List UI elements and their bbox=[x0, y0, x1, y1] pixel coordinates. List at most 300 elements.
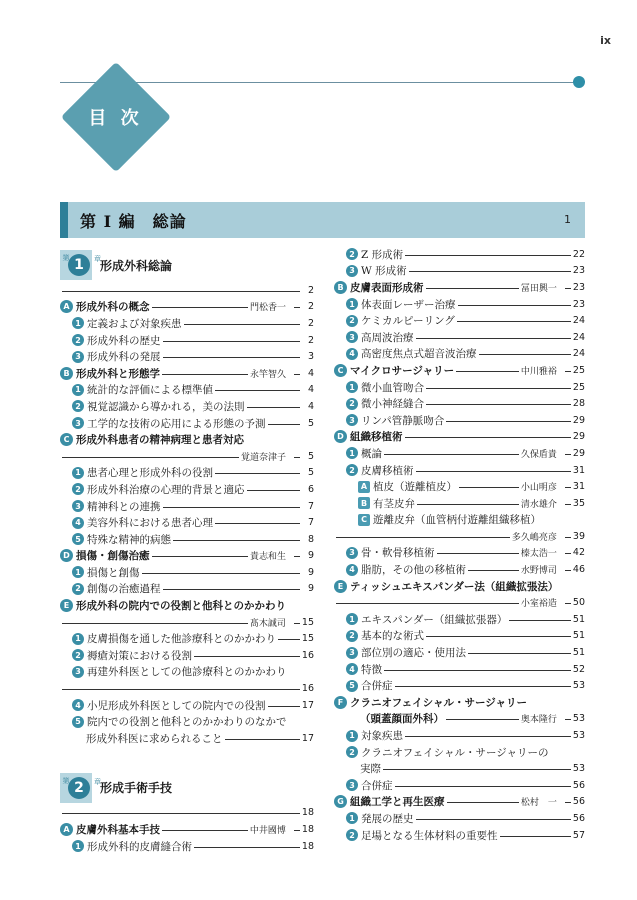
leader-line bbox=[336, 603, 519, 604]
toc-diamond bbox=[60, 61, 171, 172]
entry-title: 皮膚損傷を通した他診療科とのかかわり bbox=[87, 633, 276, 646]
toc-entry[interactable] bbox=[60, 564, 314, 581]
leader-line bbox=[565, 553, 571, 554]
number-badge-icon: 2 bbox=[72, 400, 84, 412]
entry-title: 小児形成外科医としての院内での役割 bbox=[87, 699, 266, 712]
leader-line bbox=[416, 471, 571, 472]
leader-line bbox=[456, 371, 519, 372]
toc-entry[interactable] bbox=[334, 794, 585, 811]
entry-page: 5 bbox=[307, 467, 314, 479]
entry-page: 39 bbox=[572, 530, 585, 542]
leader-line bbox=[163, 507, 301, 508]
toc-entry[interactable] bbox=[60, 581, 314, 598]
entry-title: 形成外科的皮膚縫合術 bbox=[87, 840, 192, 853]
leader-line bbox=[468, 570, 519, 571]
entry-author: 松村 一 bbox=[520, 798, 557, 809]
number-badge-icon: 3 bbox=[72, 351, 84, 363]
section-letter-icon: C bbox=[60, 433, 73, 446]
toc-entry[interactable] bbox=[60, 382, 314, 399]
number-badge-icon: 2 bbox=[346, 398, 358, 410]
entry-title: 足場となる生体材料の重要性 bbox=[361, 829, 498, 842]
leader-line bbox=[565, 570, 571, 571]
leader-line bbox=[500, 836, 571, 837]
leader-line bbox=[294, 457, 300, 458]
leader-line bbox=[294, 830, 300, 831]
toc-entry[interactable] bbox=[334, 246, 585, 263]
toc-entry[interactable] bbox=[60, 448, 314, 465]
entry-title: 植皮（遊離植皮） bbox=[373, 481, 457, 494]
toc-entry[interactable] bbox=[334, 362, 585, 379]
toc-entry[interactable] bbox=[334, 296, 585, 313]
leader-line bbox=[416, 338, 571, 339]
toc-column-left bbox=[60, 246, 314, 854]
chapter-gap bbox=[60, 747, 314, 769]
entry-title: 組織移植術 bbox=[350, 431, 403, 444]
leader-line bbox=[446, 719, 519, 720]
leader-line bbox=[278, 639, 300, 640]
entry-title: 特徴 bbox=[361, 663, 382, 676]
entry-author: 中川雅裕 bbox=[520, 366, 557, 377]
toc-entry[interactable] bbox=[334, 777, 585, 794]
leader-line bbox=[336, 537, 510, 538]
leader-line bbox=[62, 291, 300, 292]
toc-entry[interactable] bbox=[334, 263, 585, 280]
number-badge-icon: 1 bbox=[72, 467, 84, 479]
toc-entry[interactable] bbox=[60, 481, 314, 498]
leader-line bbox=[163, 589, 301, 590]
toc-entry[interactable] bbox=[60, 821, 314, 838]
entry-author: 久保盾貴 bbox=[520, 449, 557, 460]
part-title: 第 I 編 総論 bbox=[80, 212, 187, 231]
toc-entry[interactable] bbox=[334, 744, 585, 761]
leader-line bbox=[565, 487, 571, 488]
toc-entry[interactable] bbox=[334, 611, 585, 628]
section-letter-icon: B bbox=[60, 367, 73, 380]
section-letter-icon: A bbox=[60, 823, 73, 836]
toc-entry[interactable] bbox=[334, 528, 585, 545]
number-badge-icon: 3 bbox=[346, 647, 358, 659]
leader-line bbox=[565, 537, 571, 538]
entry-title: 患者心理と形成外科の役割 bbox=[87, 467, 213, 480]
toc-entry[interactable] bbox=[334, 578, 585, 595]
toc-entry[interactable] bbox=[60, 299, 314, 316]
entry-page: 18 bbox=[301, 840, 314, 852]
toc-entry[interactable] bbox=[334, 379, 585, 396]
entry-title: リンパ管静脈吻合 bbox=[361, 414, 445, 427]
entry-title: 形成外科と形態学 bbox=[76, 367, 160, 380]
leader-line bbox=[565, 802, 571, 803]
leader-line bbox=[446, 421, 571, 422]
entry-author: 水野博司 bbox=[520, 566, 557, 577]
number-badge-icon: 2 bbox=[72, 583, 84, 595]
entry-title: （頭蓋顔面外科） bbox=[360, 713, 444, 726]
number-badge-icon: 1 bbox=[72, 840, 84, 852]
entry-page: 17 bbox=[301, 699, 314, 711]
rule-dot-icon bbox=[573, 76, 585, 88]
toc-entry[interactable] bbox=[334, 561, 585, 578]
chapter-heading[interactable] bbox=[60, 771, 314, 805]
toc-entry[interactable] bbox=[334, 760, 585, 777]
entry-page: 22 bbox=[572, 248, 585, 260]
entry-page: 24 bbox=[572, 331, 585, 343]
toc-entry[interactable] bbox=[334, 429, 585, 446]
entry-title: 院内での役割と他科とのかかわりのなかで bbox=[87, 716, 287, 729]
entry-page: 29 bbox=[572, 414, 585, 426]
leader-line bbox=[62, 457, 239, 458]
entry-page: 7 bbox=[307, 517, 314, 529]
toc-entry[interactable] bbox=[334, 711, 585, 728]
number-badge-icon: 4 bbox=[346, 564, 358, 576]
entry-title: 皮膚移植術 bbox=[361, 464, 414, 477]
leader-line bbox=[405, 437, 571, 438]
entry-title: マイクロサージャリー bbox=[350, 364, 455, 377]
entry-title: 高密度焦点式超音波治療 bbox=[361, 348, 477, 361]
toc-entry[interactable] bbox=[334, 329, 585, 346]
leader-line bbox=[565, 371, 571, 372]
toc-column-right bbox=[334, 246, 585, 843]
entry-page: 24 bbox=[572, 348, 585, 360]
leader-line bbox=[163, 341, 301, 342]
entry-title: 工学的な技術の応用による形態の予測 bbox=[87, 417, 266, 430]
toc-entry[interactable] bbox=[60, 332, 314, 349]
entry-author: 榛太浩一 bbox=[520, 549, 557, 560]
entry-page: 2 bbox=[307, 301, 314, 313]
entry-title: 発展の歴史 bbox=[361, 812, 414, 825]
leader-line bbox=[294, 623, 300, 624]
entry-title: 皮膚表面形成術 bbox=[350, 281, 424, 294]
entry-page: 9 bbox=[307, 583, 314, 595]
leader-line bbox=[152, 307, 248, 308]
number-badge-icon: 4 bbox=[346, 663, 358, 675]
number-badge-icon: 2 bbox=[72, 334, 84, 346]
toc-entry[interactable] bbox=[334, 644, 585, 661]
toc-entry[interactable] bbox=[60, 348, 314, 365]
toc-entry[interactable] bbox=[334, 727, 585, 744]
toc-entry[interactable] bbox=[60, 730, 314, 747]
number-badge-icon: 2 bbox=[346, 464, 358, 476]
entry-page: 25 bbox=[572, 381, 585, 393]
toc-entry[interactable] bbox=[60, 431, 314, 448]
toc-entry[interactable] bbox=[60, 697, 314, 714]
toc-entry[interactable] bbox=[334, 462, 585, 479]
leader-line bbox=[565, 454, 571, 455]
leader-line bbox=[468, 653, 571, 654]
entry-page: 23 bbox=[572, 281, 585, 293]
entry-page: 15 bbox=[301, 633, 314, 645]
page-number: ix bbox=[600, 34, 611, 47]
toc-entry[interactable] bbox=[334, 628, 585, 645]
toc-entry[interactable] bbox=[60, 597, 314, 614]
entry-title: 創傷の治癒過程 bbox=[87, 583, 161, 596]
entry-page: 53 bbox=[572, 763, 585, 775]
part-accent bbox=[60, 202, 68, 238]
toc-entry[interactable] bbox=[60, 713, 314, 730]
entry-title: 損傷と創傷 bbox=[87, 566, 140, 579]
leader-line bbox=[215, 473, 300, 474]
entry-page: 53 bbox=[572, 713, 585, 725]
entry-page: 51 bbox=[572, 613, 585, 625]
leader-line bbox=[509, 620, 571, 621]
entry-page: 4 bbox=[307, 400, 314, 412]
number-badge-icon: 3 bbox=[346, 414, 358, 426]
subsection-letter-icon: A bbox=[358, 481, 370, 493]
leader-line bbox=[437, 553, 519, 554]
chapter-title: 形成外科総論 bbox=[100, 258, 173, 273]
entry-title: Z 形成術 bbox=[361, 248, 404, 261]
leader-line bbox=[163, 357, 301, 358]
entry-title: 有茎皮弁 bbox=[373, 497, 415, 510]
leader-line bbox=[447, 802, 519, 803]
entry-title: 形成外科の院内での役割と他科とのかかわり bbox=[76, 600, 286, 613]
chapter-page-row bbox=[60, 282, 314, 299]
toc-entry[interactable] bbox=[334, 661, 585, 678]
number-badge-icon: 4 bbox=[72, 699, 84, 711]
toc-entry[interactable] bbox=[60, 365, 314, 382]
number-badge-icon: 2 bbox=[346, 829, 358, 841]
entry-author: 門松香一 bbox=[249, 303, 286, 314]
toc-entry[interactable] bbox=[60, 415, 314, 432]
entry-author: 貴志和生 bbox=[249, 552, 286, 563]
leader-line bbox=[247, 407, 301, 408]
toc-entry[interactable] bbox=[60, 630, 314, 647]
toc-entry[interactable] bbox=[60, 498, 314, 515]
entry-title: 形成外科患者の精神病理と患者対応 bbox=[76, 434, 244, 447]
number-badge-icon: 3 bbox=[72, 417, 84, 429]
number-badge-icon: 2 bbox=[346, 746, 358, 758]
toc-entry[interactable] bbox=[334, 512, 585, 529]
toc-entry[interactable] bbox=[60, 398, 314, 415]
entry-page: 42 bbox=[572, 547, 585, 559]
leader-line bbox=[479, 354, 571, 355]
toc-entry[interactable] bbox=[60, 315, 314, 332]
chapter-number-icon: 1 bbox=[68, 254, 90, 276]
leader-line bbox=[565, 504, 571, 505]
entry-page: 5 bbox=[307, 417, 314, 429]
toc-entry[interactable] bbox=[60, 664, 314, 681]
entry-page: 56 bbox=[572, 779, 585, 791]
subsection-letter-icon: B bbox=[358, 497, 370, 509]
entry-title: 形成外科の発展 bbox=[87, 351, 161, 364]
chapter-tag: 第 bbox=[62, 254, 70, 261]
entry-author: 清水雄介 bbox=[520, 499, 557, 510]
toc-entry[interactable] bbox=[334, 412, 585, 429]
leader-line bbox=[457, 321, 571, 322]
subsection-letter-icon: C bbox=[358, 514, 370, 526]
toc-entry[interactable] bbox=[60, 647, 314, 664]
entry-title: 高周波治療 bbox=[361, 331, 414, 344]
leader-line bbox=[383, 769, 571, 770]
chapter-page: 2 bbox=[307, 284, 314, 296]
leader-line bbox=[458, 305, 571, 306]
leader-line bbox=[405, 736, 571, 737]
leader-line bbox=[294, 556, 300, 557]
entry-page: 31 bbox=[572, 481, 585, 493]
entry-author: 髙木誠司 bbox=[249, 618, 286, 629]
entry-page: 2 bbox=[307, 334, 314, 346]
chapter-page-row bbox=[60, 805, 314, 822]
entry-page: 23 bbox=[572, 265, 585, 277]
chapter-tag: 第 bbox=[62, 776, 70, 784]
entry-title: 微小神経縫合 bbox=[361, 398, 424, 411]
entry-title: 体表面レーザー治療 bbox=[361, 298, 456, 311]
leader-line bbox=[405, 255, 571, 256]
entry-page: 9 bbox=[307, 566, 314, 578]
toc-entry[interactable] bbox=[334, 594, 585, 611]
leader-line bbox=[215, 523, 300, 524]
toc-entry[interactable] bbox=[334, 810, 585, 827]
toc-entry[interactable] bbox=[334, 346, 585, 363]
entry-title: 脂肪，その他の移植術 bbox=[361, 564, 466, 577]
toc-entry[interactable] bbox=[334, 279, 585, 296]
entry-page: 28 bbox=[572, 398, 585, 410]
number-badge-icon: 2 bbox=[346, 315, 358, 327]
entry-page: 16 bbox=[301, 649, 314, 661]
leader-line bbox=[395, 786, 571, 787]
entry-page: 15 bbox=[301, 616, 314, 628]
number-badge-icon: 3 bbox=[72, 500, 84, 512]
toc-entry[interactable] bbox=[60, 838, 314, 855]
number-badge-icon: 1 bbox=[72, 384, 84, 396]
chapter-badge bbox=[60, 250, 101, 280]
part-header[interactable] bbox=[60, 202, 585, 238]
entry-author: 多久嶋亮彦 bbox=[511, 532, 557, 543]
toc-entry[interactable] bbox=[334, 312, 585, 329]
entry-author: 奥本隆行 bbox=[520, 715, 557, 726]
entry-page: 25 bbox=[572, 364, 585, 376]
number-badge-icon: 3 bbox=[346, 547, 358, 559]
leader-line bbox=[194, 847, 300, 848]
chapter-heading[interactable] bbox=[60, 248, 314, 282]
entry-title: クラニオフェイシャル・サージャリー bbox=[350, 696, 528, 709]
entry-title: 基本的な術式 bbox=[361, 630, 424, 643]
toc-entry[interactable] bbox=[60, 614, 314, 631]
leader-line bbox=[565, 288, 571, 289]
toc-entry[interactable] bbox=[334, 395, 585, 412]
entry-page: 53 bbox=[572, 680, 585, 692]
leader-line bbox=[294, 307, 300, 308]
leader-line bbox=[426, 288, 519, 289]
entry-title: 形成外科の歴史 bbox=[87, 334, 161, 347]
entry-page: 6 bbox=[307, 483, 314, 495]
entry-page: 3 bbox=[307, 351, 314, 363]
number-badge-icon: 1 bbox=[346, 613, 358, 625]
toc-entry[interactable] bbox=[60, 531, 314, 548]
leader-line bbox=[417, 504, 519, 505]
number-badge-icon: 1 bbox=[346, 812, 358, 824]
toc-entry[interactable] bbox=[60, 465, 314, 482]
leader-line bbox=[215, 390, 300, 391]
entry-author: 永竿智久 bbox=[249, 369, 286, 380]
number-badge-icon: 3 bbox=[346, 331, 358, 343]
entry-title: クラニオフェイシャル・サージャリーの bbox=[361, 746, 549, 759]
number-badge-icon: 1 bbox=[72, 633, 84, 645]
entry-author: 中井國博 bbox=[249, 826, 286, 837]
entry-title: W 形成術 bbox=[361, 265, 407, 278]
entry-title: 特殊な精神的病態 bbox=[87, 533, 171, 546]
entry-title: 骨・軟骨移植術 bbox=[361, 547, 435, 560]
entry-title: エキスパンダー（組織拡張器） bbox=[361, 613, 508, 626]
section-letter-icon: B bbox=[334, 281, 347, 294]
entry-title: 遊離皮弁（血管柄付遊離組織移植） bbox=[373, 514, 541, 527]
chapter-page: 18 bbox=[301, 807, 314, 819]
chapter-number-icon: 2 bbox=[68, 777, 90, 799]
leader-line bbox=[184, 324, 301, 325]
toc-entry[interactable] bbox=[334, 445, 585, 462]
toc-entry[interactable] bbox=[334, 545, 585, 562]
entry-page: 31 bbox=[572, 464, 585, 476]
entry-title: 形成外科の概念 bbox=[76, 301, 150, 314]
toc-entry[interactable] bbox=[60, 548, 314, 565]
leader-line bbox=[62, 813, 300, 814]
section-letter-icon: D bbox=[334, 430, 347, 443]
entry-page: 17 bbox=[301, 732, 314, 744]
leader-line bbox=[142, 573, 301, 574]
entry-title: 美容外科における患者心理 bbox=[87, 517, 213, 530]
leader-line bbox=[565, 719, 571, 720]
toc-entry[interactable] bbox=[334, 478, 585, 495]
entry-title: 視覚認識から導かれる，美の法則 bbox=[87, 400, 245, 413]
entry-page: 51 bbox=[572, 647, 585, 659]
toc-title: 目 次 bbox=[88, 107, 143, 129]
leader-line bbox=[62, 689, 300, 690]
entry-page: 7 bbox=[307, 500, 314, 512]
leader-line bbox=[426, 636, 571, 637]
number-badge-icon: 4 bbox=[72, 517, 84, 529]
entry-page: 8 bbox=[307, 533, 314, 545]
leader-line bbox=[384, 454, 519, 455]
leader-line bbox=[409, 271, 571, 272]
entry-page: 18 bbox=[301, 824, 314, 836]
entry-page: 51 bbox=[572, 630, 585, 642]
section-letter-icon: C bbox=[334, 364, 347, 377]
section-letter-icon: E bbox=[60, 599, 73, 612]
entry-title: 再建外科医としての他診療科とのかかわり bbox=[87, 666, 287, 679]
entry-title: 部位別の適応・使用法 bbox=[361, 647, 466, 660]
toc-entry[interactable] bbox=[334, 677, 585, 694]
entry-page: 5 bbox=[307, 450, 314, 462]
toc-entry[interactable] bbox=[60, 680, 314, 697]
number-badge-icon: 1 bbox=[346, 298, 358, 310]
leader-line bbox=[426, 388, 571, 389]
entry-page: 4 bbox=[307, 367, 314, 379]
leader-line bbox=[225, 739, 300, 740]
leader-line bbox=[247, 490, 301, 491]
entry-title: 損傷・創傷治癒 bbox=[76, 550, 150, 563]
entry-title: 褥瘡対策における役割 bbox=[87, 649, 192, 662]
leader-line bbox=[152, 556, 248, 557]
entry-page: 53 bbox=[572, 730, 585, 742]
toc-entry[interactable] bbox=[334, 827, 585, 844]
toc-entry[interactable] bbox=[60, 514, 314, 531]
leader-line bbox=[426, 404, 571, 405]
entry-title: ティッシュエキスパンダー法（組織拡張法） bbox=[350, 580, 559, 593]
chapter-badge bbox=[60, 773, 101, 803]
entry-page: 9 bbox=[307, 550, 314, 562]
toc-entry[interactable] bbox=[334, 495, 585, 512]
leader-line bbox=[294, 374, 300, 375]
leader-line bbox=[395, 686, 571, 687]
leader-line bbox=[565, 603, 571, 604]
toc-entry[interactable] bbox=[334, 694, 585, 711]
leader-line bbox=[268, 706, 300, 707]
section-letter-icon: D bbox=[60, 549, 73, 562]
entry-page: 29 bbox=[572, 447, 585, 459]
chapter-title: 形成手術手技 bbox=[100, 781, 173, 796]
number-badge-icon: 3 bbox=[346, 779, 358, 791]
number-badge-icon: 5 bbox=[346, 680, 358, 692]
entry-title: 組織工学と再生医療 bbox=[350, 796, 445, 809]
number-badge-icon: 1 bbox=[346, 381, 358, 393]
